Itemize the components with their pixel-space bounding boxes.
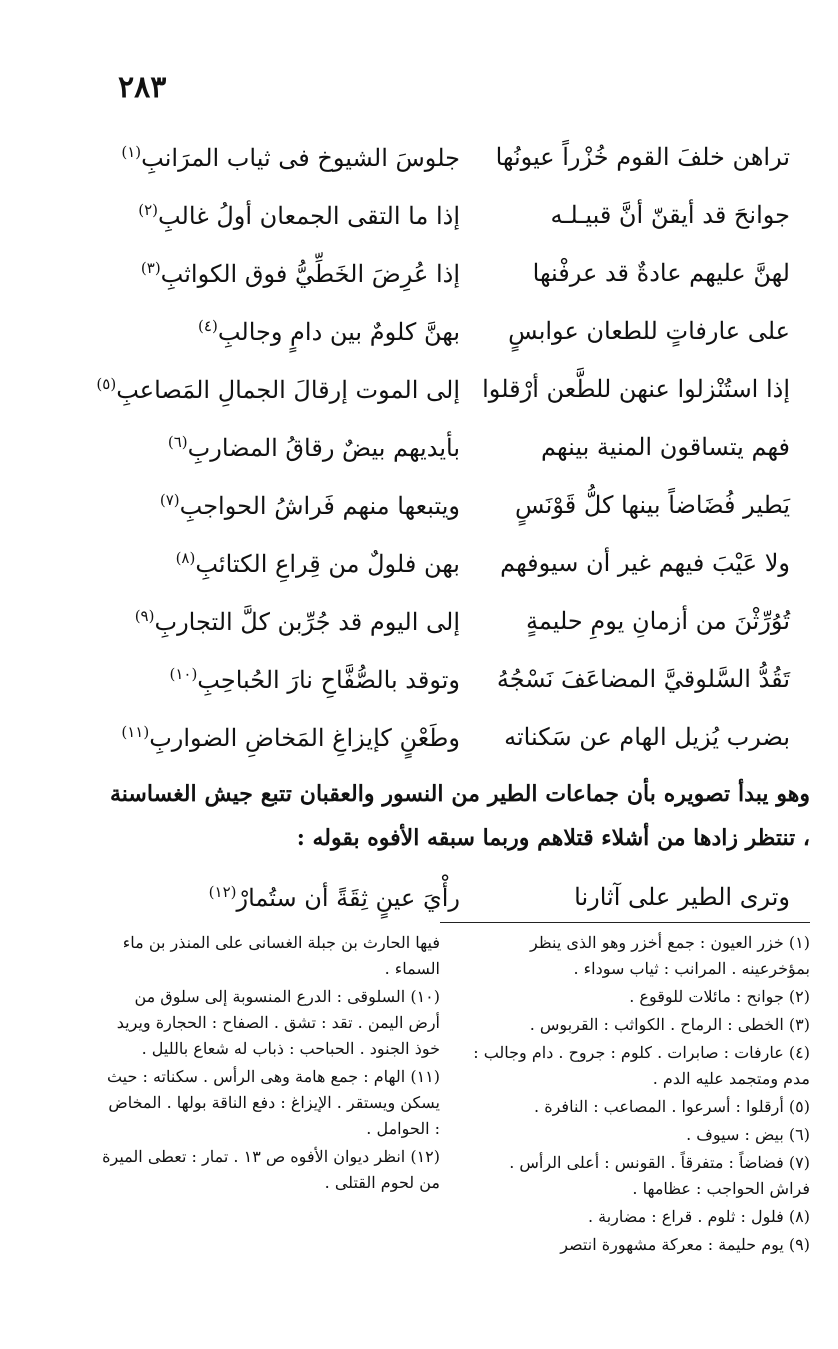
verse-line xyxy=(138,186,810,244)
verse-first-hemistich: فهم يتساقون المنية بينهم xyxy=(541,433,790,461)
poem-verses xyxy=(96,128,810,766)
verse-second-hemistich: بهن فلولٌ من قِراعِ الكتائبِ$^{(٨)}$ xyxy=(175,548,460,578)
footnote-marker: (٤) xyxy=(198,316,218,335)
verse-first-hemistich: تَقُدُّ السَّلوقيَّ المضاعَفَ نَسْجُهُ xyxy=(496,665,790,693)
footnote-marker: (١٢) xyxy=(208,882,237,901)
footnote: (٤) عارفات : صابرات . كلوم : جروح . دام وجالب : مدم ومتجمد عليه الدم . xyxy=(473,1043,810,1088)
verse-line xyxy=(150,534,810,592)
verse-line xyxy=(140,244,810,302)
footnotes xyxy=(100,930,810,1260)
footnote-marker: (٢) xyxy=(138,200,158,219)
verse-first-hemistich: على عارفاتٍ للطعان عوابسٍ xyxy=(508,317,790,345)
verse-first-hemistich: بضرب يُزيل الهام عن سَكناته xyxy=(504,723,790,751)
verse-second-hemistich: وتوقد بالصُّفَّاحِ نارَ الحُباحِبِ$^{(١٠)}$ xyxy=(169,664,460,694)
verse-second-hemistich: جلوسَ الشيوخ فى ثياب المرَانبِ$^{(١)}$ xyxy=(121,142,460,172)
footnote: فيها الحارث بن جبلة الغسانى على المنذر بن ماء السماء . xyxy=(122,933,440,978)
verse-first-hemistich: تراهن خلفَ القوم خُزْراً عيونُها xyxy=(495,143,790,171)
footnote-marker: (٣) xyxy=(140,258,161,277)
footnote: (٩) يوم حليمة : معركة مشهورة انتصر xyxy=(560,1235,810,1254)
verse-second-hemistich: رأْيَ عينٍ ثِقَةً أن ستُمارْ$^{(١٢)}$ xyxy=(208,882,460,912)
verse-line xyxy=(96,360,810,418)
verse-line xyxy=(150,418,810,476)
verse-line xyxy=(150,476,810,534)
verse-first-hemistich: وترى الطير على آثارنا xyxy=(574,883,790,911)
footnote-marker: (٧) xyxy=(159,490,180,509)
verse-second-hemistich: بهنَّ كلومٌ بين دامٍ وجالبِ$^{(٤)}$ xyxy=(198,316,460,346)
footnote-marker: (١) xyxy=(121,142,142,161)
verse-line xyxy=(121,128,810,186)
page-number: ٢٨٣ xyxy=(118,70,167,105)
footnote-divider xyxy=(440,922,810,923)
verse-second-hemistich: إلى الموت إرقالَ الجمالِ المَصاعبِ$^{(٥)}$ xyxy=(96,374,460,404)
verse-first-hemistich: لهنَّ عليهم عادةٌ قد عرفْنها xyxy=(532,259,790,287)
verse-second-hemistich: إذا ما التقى الجمعان أولُ غالبِ$^{(٢)}$ xyxy=(138,200,460,230)
verse-line xyxy=(121,708,810,766)
footnote: (١٠) السلوقى : الدرع المنسوبة إلى سلوق من أرض اليمن . تقد : تشق . الصفاح : الحجارة ويريد خوذ الجنود . الحباحب : ذباب له شعاع بالليل . xyxy=(116,987,440,1058)
verse-line xyxy=(150,868,810,926)
verse-second-hemistich: وطَعْنٍ كإيزاغِ المَخاضِ الضواربِ$^{(١١)}$ xyxy=(121,722,460,752)
footnotes-right-column xyxy=(470,930,810,1260)
footnote: (٧) فضاضاً : متفرقاً . القونس : أعلى الرأس . فراش الحواجب : عظامها . xyxy=(509,1153,810,1198)
verse-first-hemistich: جوانحَ قد أيقنّ أنَّ قبيـلـه xyxy=(550,201,790,229)
footnote: (١٢) انظر ديوان الأفوه ص ١٣ . تمار : تعطى الميرة من لحوم القتلى . xyxy=(102,1147,440,1192)
verse-line xyxy=(150,650,810,708)
footnote-marker: (٥) xyxy=(96,374,117,393)
verse-first-hemistich: إذا استُنْزلوا عنهن للطَّعن أرْقلوا xyxy=(482,375,790,403)
footnote: (١١) الهام : جمع هامة وهى الرأس . سكناته : حيث يسكن ويستقر . الإيزاغ : دفع الناقة بولها . المخاض : الحوامل . xyxy=(106,1067,440,1138)
footnote: (٥) أرقلوا : أسرعوا . المصاعب : النافرة . xyxy=(534,1097,810,1116)
footnote-marker: (١٠) xyxy=(169,664,198,683)
footnote-marker: (٩) xyxy=(134,606,155,625)
verse-line xyxy=(134,592,810,650)
verse-first-hemistich: ولا عَيْبَ فيهم غير أن سيوفهم xyxy=(500,549,790,577)
verse-first-hemistich: تُوُرِّثْنَ من أزمانِ يومِ حليمةٍ xyxy=(525,607,790,635)
verse-second-hemistich: بأيديهم بيضٌ رقاقُ المضاربِ$^{(٦)}$ xyxy=(167,432,460,462)
quoted-verse xyxy=(150,868,810,926)
footnote: (٣) الخطى : الرماح . الكواثب : القربوس . xyxy=(529,1015,810,1034)
footnote: (٦) بيض : سيوف . xyxy=(686,1125,810,1144)
footnote: (٨) فلول : ثلوم . قراع : مضاربة . xyxy=(587,1207,810,1226)
verse-first-hemistich: يَطير فُضَاضاً بينها كلُّ قَوْنَسٍ xyxy=(515,491,790,519)
verse-second-hemistich: إلى اليوم قد جُرِّبن كلَّ التجاربِ$^{(٩)}$ xyxy=(134,606,460,636)
prose-paragraph: وهو يبدأ تصويره بأن جماعات الطير من النسور والعقبان تتبع جيش الغساسنة ، تنتظر زادها من أشلاء قتلاهم وربما سبقه الأفوه بقوله : xyxy=(110,781,810,851)
footnote: (٢) جوانح : مائلات للوقوع . xyxy=(629,987,810,1006)
footnote-marker: (٦) xyxy=(167,432,188,451)
footnote: (١) خزر العيون : جمع أخزر وهو الذى ينظر بمؤخرعينه . المرانب : ثياب سوداء . xyxy=(530,933,810,978)
footnotes-left-column xyxy=(100,930,440,1260)
verse-second-hemistich: إذا عُرِضَ الخَطِّيُّ فوق الكواثبِ$^{(٣)}$ xyxy=(140,258,460,288)
verse-second-hemistich: ويتبعها منهم فَراشُ الحواجبِ$^{(٧)}$ xyxy=(159,490,460,520)
verse-line xyxy=(150,302,810,360)
footnote-marker: (١١) xyxy=(121,722,150,741)
footnote-marker: (٨) xyxy=(175,548,196,567)
